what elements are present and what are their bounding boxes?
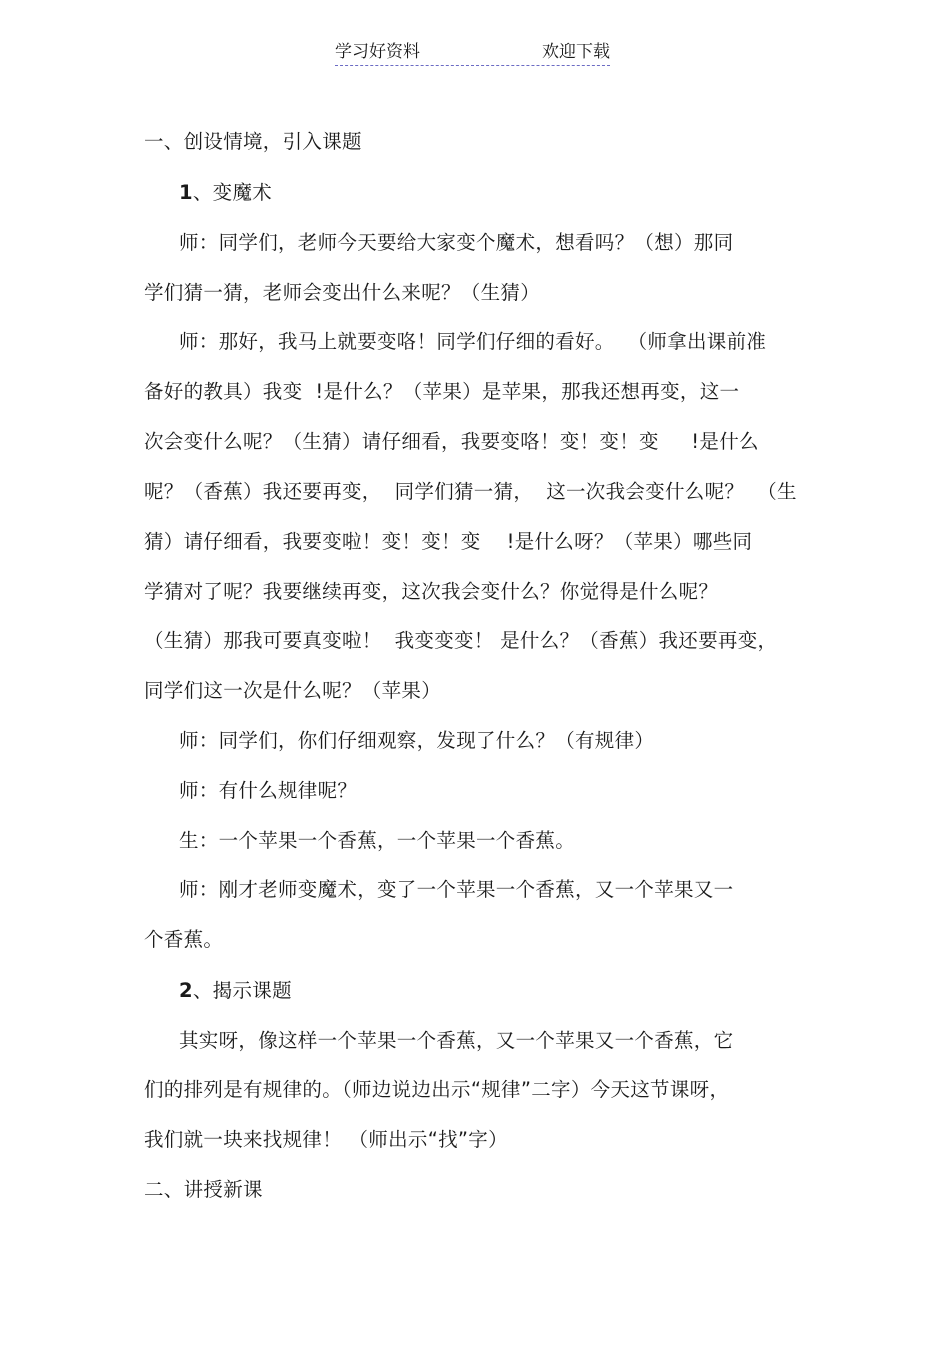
paragraph-line: 同学们这一次是什么呢？（苹果） [144,679,442,702]
paragraph-line: 学们猜一猜，老师会变出什么来呢？（生猜） [144,281,541,304]
subheading-2-number: 2 [179,979,193,1002]
section-heading-1: 一、创设情境，引入课题 [144,130,362,153]
subheading-1 [179,180,272,206]
paragraph-line: 我们就一块来找规律！ （师出示“找”字） [144,1128,508,1151]
paragraph-line: 师：有什么规律呢？ [179,779,358,802]
paragraph-line: 生：一个苹果一个香蕉，一个苹果一个香蕉。 [179,829,576,852]
paragraph-line: 呢？（香蕉）我还要再变， 同学们猜一猜， 这一次我会变什么呢？ （生 [144,480,797,503]
subheading-2 [179,978,292,1004]
paragraph-line: 学猜对了呢？我要继续再变，这次我会变什么？你觉得是什么呢？ [144,580,719,603]
paragraph-line: 其实呀，像这样一个苹果一个香蕉，又一个苹果又一个香蕉，它 [179,1029,734,1052]
paragraph-line: 个香蕉。 [144,928,224,951]
paragraph-line: 师：同学们，你们仔细观察，发现了什么？（有规律） [179,729,655,752]
paragraph-line: （生猜）那我可要真变啦！ 我变变变！ 是什么？（香蕉）我还要再变， [144,629,778,652]
paragraph-line: 师：那好，我马上就要变咯！同学们仔细的看好。 （师拿出课前准 [179,330,767,353]
subheading-1-number: 1 [179,181,193,204]
paragraph-line: 备好的教具）我变 !是什么？（苹果）是苹果，那我还想再变，这一 [144,380,740,403]
paragraph-line: 猜）请仔细看，我要变啦！变！变！变 !是什么呀？（苹果）哪些同 [144,530,753,553]
header-left-text: 学习好资料 [335,42,420,62]
section-heading-2: 二、讲授新课 [144,1178,263,1201]
paragraph-line: 次会变什么呢？（生猜）请仔细看，我要变咯！变！变！变 !是什么 [144,430,759,453]
paragraph-line: 师：同学们，老师今天要给大家变个魔术，想看吗？（想）那同 [179,231,734,254]
page-header [335,41,610,66]
header-right-text: 欢迎下载 [542,42,610,62]
paragraph-line: 师：刚才老师变魔术，变了一个苹果一个香蕉，又一个苹果又一 [179,878,734,901]
subheading-1-text: 、变魔术 [192,181,273,204]
subheading-2-text: 、揭示课题 [192,979,292,1002]
paragraph-line: 们的排列是有规律的。（师边说边出示“规律”二字）今天这节课呀， [144,1078,730,1101]
